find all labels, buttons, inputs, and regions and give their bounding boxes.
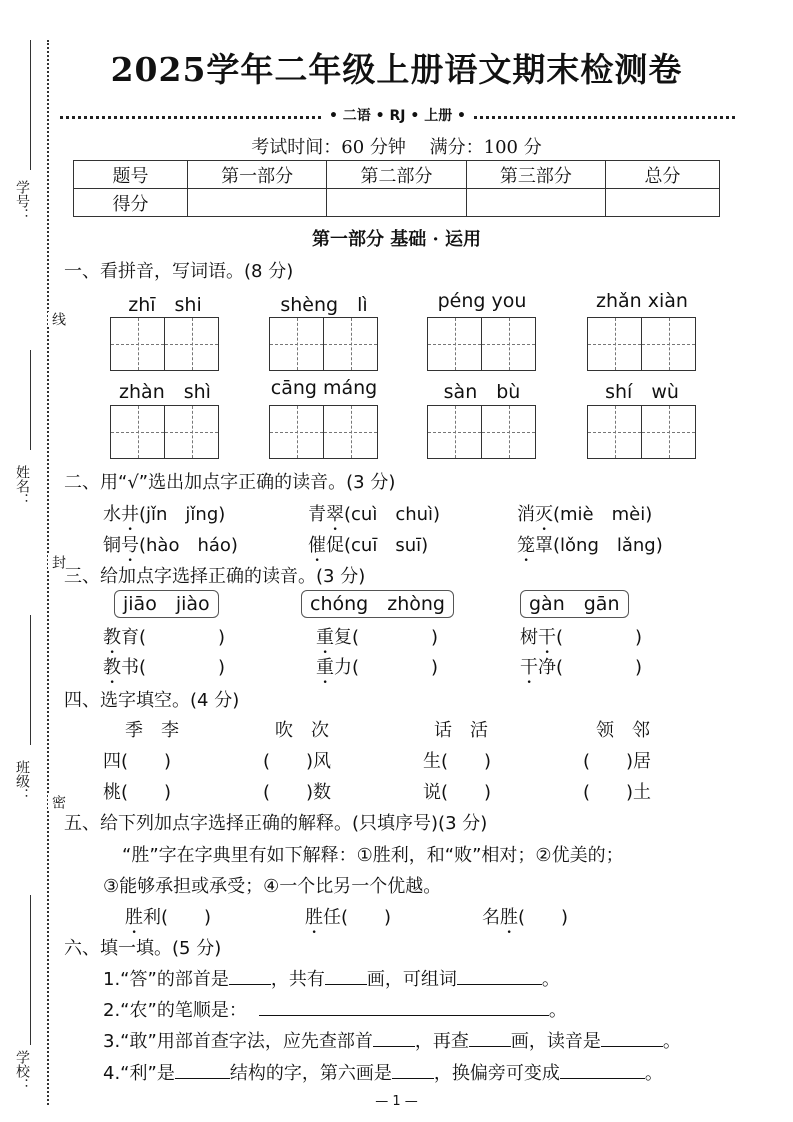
- row-label: 得分: [74, 189, 188, 217]
- q2-title: 二、用“√”选出加点字正确的读音。(3 分): [64, 472, 396, 493]
- q2-item[interactable]: [103, 531, 238, 566]
- q6-item-4: [103, 1059, 663, 1085]
- text: 。: [644, 1063, 663, 1084]
- q3-title: 三、给加点字选择正确的读音。(3 分): [64, 566, 366, 587]
- score-table-row: [74, 189, 720, 217]
- dotted-char: 重: [316, 627, 334, 648]
- cut-mark-secret: 密: [50, 795, 66, 809]
- pinyin-options: (hào háo): [139, 535, 238, 556]
- q5-item[interactable]: [125, 903, 211, 938]
- q6-title: 六、填一填。(5 分): [64, 938, 222, 959]
- score-cell[interactable]: [466, 189, 605, 217]
- dotted-char: 重: [316, 657, 334, 678]
- char-pair: 话 活: [434, 720, 488, 741]
- answer-blank[interactable]: 任( ): [323, 907, 392, 928]
- pinyin: shèng lì: [280, 294, 368, 316]
- cut-mark-seal: 封: [50, 555, 66, 569]
- char: 罩: [535, 535, 553, 556]
- pinyin-options: (cuī suī): [344, 535, 429, 556]
- text: 3.“敢”用部首查字法，应先查部首: [103, 1031, 373, 1052]
- writing-grid[interactable]: [427, 405, 536, 459]
- fill-item[interactable]: 四( ): [103, 751, 172, 772]
- student-id-label: 学号：: [14, 180, 30, 222]
- answer-blank[interactable]: ( ): [556, 627, 643, 648]
- header-cell: 总分: [606, 161, 720, 189]
- score-cell[interactable]: [327, 189, 466, 217]
- dotted-char: 干: [538, 627, 556, 648]
- char: 消: [517, 504, 535, 525]
- fill-item[interactable]: 生( ): [423, 751, 492, 772]
- score-cell[interactable]: [188, 189, 327, 217]
- answer-blank[interactable]: ( ): [139, 627, 226, 648]
- q5-title: 五、给下列加点字选择正确的解释。(只填序号)(3 分): [64, 813, 488, 834]
- char: 促: [326, 535, 344, 556]
- dotted-char: 教: [103, 657, 121, 678]
- char-pair: 季 李: [125, 720, 179, 741]
- dotted-char: 井: [121, 504, 139, 525]
- pinyin: péng you: [437, 290, 527, 312]
- score-cell[interactable]: [606, 189, 720, 217]
- q3-item[interactable]: [316, 653, 438, 688]
- dotted-char: 干: [520, 657, 538, 678]
- answer-blank[interactable]: [457, 968, 542, 985]
- text: ，再查: [414, 1031, 469, 1052]
- char-pair: 吹 次: [275, 720, 329, 741]
- answer-blank[interactable]: ( ): [556, 657, 643, 678]
- header-cell: 题号: [74, 161, 188, 189]
- writing-grid[interactable]: [587, 317, 696, 371]
- char: 复: [334, 627, 352, 648]
- q5-definition-line: “胜”字在字典里有如下解释：①胜利，和“败”相对；②优美的；: [122, 845, 624, 866]
- fill-item[interactable]: 桃( ): [103, 782, 172, 803]
- text: 1.“答”的部首是: [103, 969, 229, 990]
- q6-item-3: [103, 1027, 681, 1053]
- text: 。: [662, 1031, 681, 1052]
- pinyin-options: (jǐn jǐng): [139, 504, 226, 525]
- writing-grid[interactable]: [269, 317, 378, 371]
- pinyin: zhī shi: [128, 294, 202, 316]
- q2-item[interactable]: [517, 531, 663, 566]
- school-line: [30, 895, 31, 1045]
- part1-heading: 第一部分 基础 · 运用: [311, 229, 482, 250]
- dotted-char: 催: [308, 535, 326, 556]
- answer-blank[interactable]: [469, 1030, 511, 1047]
- writing-grid[interactable]: [587, 405, 696, 459]
- answer-blank[interactable]: 利( ): [143, 907, 212, 928]
- dotted-char: 翠: [326, 504, 344, 525]
- char: 树: [520, 627, 538, 648]
- char: 育: [121, 627, 139, 648]
- char: 力: [334, 657, 352, 678]
- answer-blank[interactable]: [373, 1030, 415, 1047]
- char: 水: [103, 504, 121, 525]
- header-cell: 第一部分: [188, 161, 327, 189]
- text: 画，读音是: [510, 1031, 601, 1052]
- text: ，共有: [270, 969, 325, 990]
- answer-blank[interactable]: ( ): [352, 657, 439, 678]
- pinyin-options: (miè mèi): [553, 504, 653, 525]
- char: 名: [482, 907, 500, 928]
- pinyin: cāng máng: [270, 377, 378, 399]
- q5-item[interactable]: [305, 903, 391, 938]
- dotted-char: 灭: [535, 504, 553, 525]
- text: 。: [548, 1000, 567, 1021]
- writing-grid[interactable]: [269, 405, 378, 459]
- name-label: 姓名：: [14, 465, 30, 507]
- dotted-char: 胜: [125, 907, 143, 928]
- writing-grid[interactable]: [110, 317, 219, 371]
- pinyin-option-box: gàn gān: [520, 590, 629, 618]
- writing-grid[interactable]: [427, 317, 536, 371]
- dotted-char: 胜: [305, 907, 323, 928]
- answer-blank[interactable]: [560, 1062, 645, 1079]
- text: 4.“利”是: [103, 1063, 175, 1084]
- dotted-rule: [474, 116, 735, 119]
- answer-blank[interactable]: ( ): [352, 627, 439, 648]
- cut-mark-line: 线: [50, 312, 66, 326]
- q2-item[interactable]: [308, 531, 428, 566]
- dotted-char: 胜: [500, 907, 518, 928]
- answer-blank[interactable]: [229, 968, 271, 985]
- header-cell: 第二部分: [327, 161, 466, 189]
- class-label: 班级：: [14, 760, 30, 802]
- q2-item[interactable]: [103, 500, 225, 535]
- q2-item[interactable]: [517, 500, 652, 535]
- dotted-char: 笼: [517, 535, 535, 556]
- char: 书: [121, 657, 139, 678]
- q4-title: 四、选字填空。(4 分): [64, 690, 240, 711]
- pinyin: zhàn shì: [119, 381, 211, 403]
- fill-item[interactable]: ( )数: [263, 782, 332, 803]
- subtitle: • 二语 • RJ • 上册 •: [328, 108, 467, 124]
- char-pair: 领 邻: [596, 720, 650, 741]
- q5-definition-line: ③能够承担或承受；④一个比另一个优越。: [103, 876, 442, 897]
- answer-blank[interactable]: ( ): [139, 657, 226, 678]
- answer-blank[interactable]: ( ): [518, 907, 569, 928]
- q5-item[interactable]: [482, 903, 568, 938]
- q6-item-1: [103, 965, 560, 991]
- fill-item[interactable]: ( )土: [583, 782, 652, 803]
- fill-item[interactable]: ( )风: [263, 751, 332, 772]
- name-line: [30, 350, 31, 450]
- text: ，换偏旁可变成: [433, 1063, 560, 1084]
- char: 青: [308, 504, 326, 525]
- q6-item-2: [103, 996, 567, 1022]
- fill-item[interactable]: 说( ): [423, 782, 492, 803]
- q1-title: 一、看拼音，写词语。(8 分): [64, 261, 294, 282]
- q2-item[interactable]: [308, 500, 440, 535]
- school-label: 学校：: [14, 1050, 30, 1092]
- text: 。: [541, 969, 560, 990]
- subtitle-bar: [60, 105, 735, 125]
- pinyin-options: (cuì chuì): [344, 504, 441, 525]
- exam-title: 2025学年二年级上册语文期末检测卷: [110, 50, 683, 89]
- class-line: [30, 615, 31, 745]
- dotted-char: 号: [121, 535, 139, 556]
- char: 净: [538, 657, 556, 678]
- writing-grid[interactable]: [110, 405, 219, 459]
- text: 结构的字，第六画是: [229, 1063, 392, 1084]
- char: 铜: [103, 535, 121, 556]
- text: 画，可组词: [366, 969, 457, 990]
- header-cell: 第三部分: [466, 161, 605, 189]
- pinyin-option-box: jiāo jiào: [114, 590, 219, 618]
- text: 2.“农”的笔顺是：: [103, 1000, 247, 1021]
- answer-blank[interactable]: [392, 1062, 434, 1079]
- binding-dotted-line: [47, 40, 49, 1105]
- fill-item[interactable]: ( )居: [583, 751, 652, 772]
- score-table-header: [74, 161, 720, 189]
- answer-blank[interactable]: [325, 968, 367, 985]
- q3-item[interactable]: [520, 653, 642, 688]
- dotted-char: 教: [103, 627, 121, 648]
- answer-blank[interactable]: [259, 999, 549, 1016]
- q3-item[interactable]: [103, 653, 225, 688]
- pinyin-options: (lǒng lǎng): [553, 535, 663, 556]
- answer-blank[interactable]: [175, 1062, 230, 1079]
- answer-blank[interactable]: [601, 1030, 663, 1047]
- pinyin: sàn bù: [443, 381, 521, 403]
- page-number: — 1 —: [375, 1094, 418, 1109]
- pinyin-option-box: chóng zhòng: [301, 590, 454, 618]
- dotted-rule: [60, 116, 321, 119]
- pinyin: zhǎn xiàn: [596, 290, 688, 312]
- pinyin: shí wù: [605, 381, 679, 403]
- score-table: [73, 160, 720, 217]
- exam-info: 考试时间：60 分钟 满分：100 分: [251, 137, 542, 158]
